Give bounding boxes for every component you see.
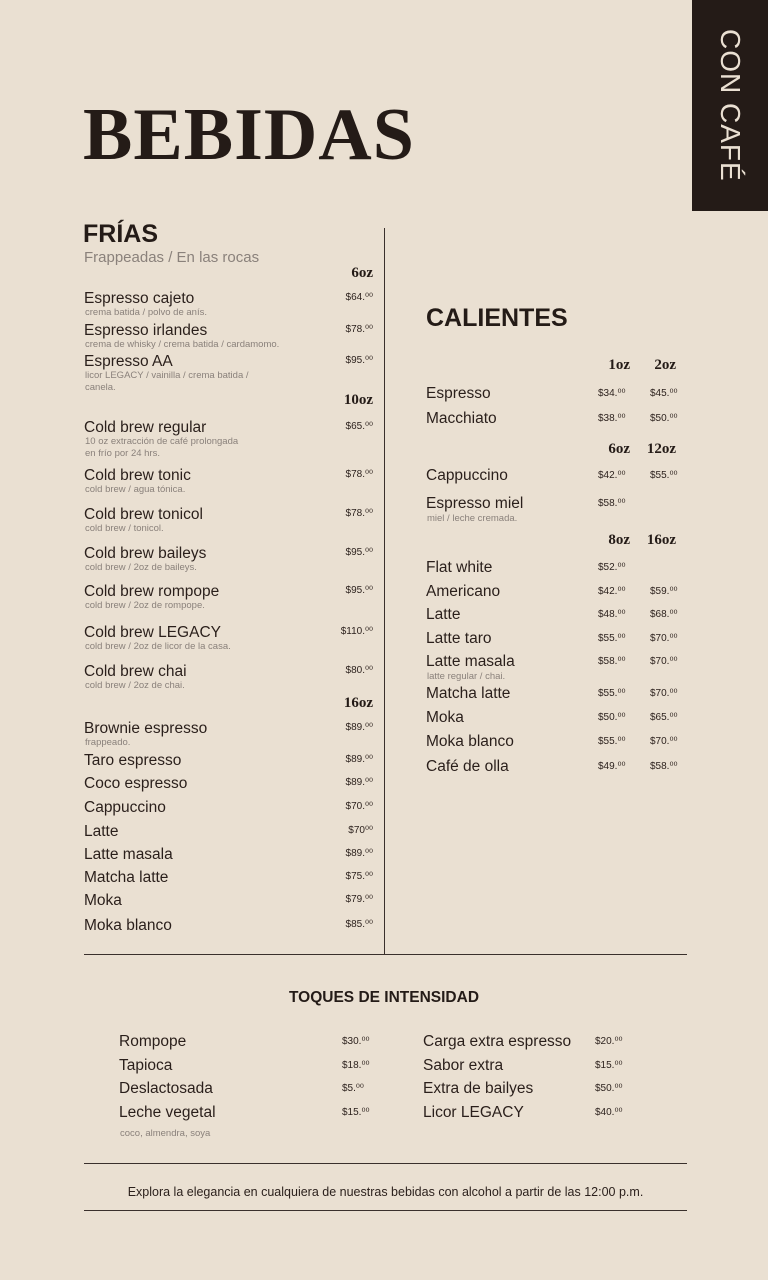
addon-price: $15.⁰⁰ [342,1107,370,1118]
divider-footer-top [84,1163,687,1164]
menu-item-desc: en frío por 24 hrs. [85,448,160,459]
menu-item-name: Cold brew chai [84,663,187,680]
menu-item-desc: 10 oz extracción de café prolongada [85,436,239,447]
menu-item-name: Coco espresso [84,775,188,792]
menu-item-name: Espresso AA [84,353,173,370]
page-title: BEBIDAS [83,94,415,176]
menu-item-name: Cold brew tonicol [84,506,203,523]
size-label: 6oz [351,265,373,281]
menu-item-price: $50.⁰⁰ [598,712,626,723]
menu-item-price: $78.⁰⁰ [345,469,373,480]
menu-item-price: $45.⁰⁰ [650,388,678,399]
menu-item-price: $42.⁰⁰ [598,470,626,481]
frias-heading: FRÍAS [83,220,158,248]
menu-item-name: Espresso miel [426,495,524,512]
menu-item-price: $70.⁰⁰ [650,633,678,644]
menu-item-desc: cold brew / 2oz de rompope. [85,600,205,611]
menu-item-price: $64.⁰⁰ [345,292,373,303]
menu-item-name: Cappuccino [426,467,508,484]
menu-item-price: $70.⁰⁰ [650,656,678,667]
size-label: 16oz [343,695,373,711]
menu-item-price: $80.⁰⁰ [345,665,373,676]
size-label: 12oz [646,441,676,457]
column-divider [384,228,385,954]
addon-price: $40.⁰⁰ [595,1107,623,1118]
menu-item-desc: cold brew / 2oz de licor de la casa. [85,641,231,652]
footer-note: Explora la elegancia en cualquiera de nuestras bebidas con alcohol a partir de las 12:00 p.m. [127,1185,644,1199]
menu-item-name: Espresso cajeto [84,290,195,307]
menu-item-price: $49.⁰⁰ [598,761,626,772]
addon-name: Tapioca [119,1057,173,1074]
menu-item-price: $78.⁰⁰ [345,324,373,335]
size-label: 6oz [608,441,630,457]
menu-item-name: Cold brew tonic [84,467,191,484]
addon-price: $18.⁰⁰ [342,1060,370,1071]
menu-item-name: Moka blanco [426,733,514,750]
menu-item-price: $42.⁰⁰ [598,586,626,597]
menu-item-price: $89.⁰⁰ [345,722,373,733]
menu-item-name: Matcha latte [426,685,511,702]
menu-item-price: $79.⁰⁰ [345,894,373,905]
menu-item-price: $70⁰⁰ [348,825,373,836]
menu-item-name: Espresso irlandes [84,322,208,339]
menu-item-name: Latte masala [84,846,173,863]
addon-price: $5.⁰⁰ [342,1083,364,1094]
addon-price: $30.⁰⁰ [342,1036,370,1047]
menu-item-price: $38.⁰⁰ [598,413,626,424]
menu-item-price: $52.⁰⁰ [598,562,626,573]
menu-item-price: $89.⁰⁰ [345,777,373,788]
tab-label: CON CAFÉ [715,29,746,182]
menu-item-price: $58.⁰⁰ [650,761,678,772]
menu-item-price: $85.⁰⁰ [345,919,373,930]
addon-price: $20.⁰⁰ [595,1036,623,1047]
addon-price: $50.⁰⁰ [595,1083,623,1094]
menu-item-name: Latte [426,606,461,623]
menu-item-desc: latte regular / chai. [427,671,506,682]
addon-name: Sabor extra [423,1057,504,1074]
menu-item-name: Café de olla [426,758,509,775]
menu-item-price: $95.⁰⁰ [345,355,373,366]
menu-item-price: $59.⁰⁰ [650,586,678,597]
menu-item-name: Cold brew LEGACY [84,624,221,641]
menu-item-desc: licor LEGACY / vainilla / crema batida / [85,370,249,381]
menu-item-price: $48.⁰⁰ [598,609,626,620]
menu-item-name: Macchiato [426,410,497,427]
menu-item-name: Brownie espresso [84,720,208,737]
toques-heading: TOQUES DE INTENSIDAD [288,989,480,1006]
menu-item-name: Latte [84,823,119,840]
menu-item-price: $89.⁰⁰ [345,848,373,859]
menu-item-price: $55.⁰⁰ [598,736,626,747]
menu-item-price: $89.⁰⁰ [345,754,373,765]
menu-item-desc: canela. [85,382,116,393]
menu-item-price: $34.⁰⁰ [598,388,626,399]
menu-item-name: Moka [426,709,464,726]
menu-item-name: Latte taro [426,630,492,647]
addon-name: Extra de bailyes [423,1080,534,1097]
addon-desc: coco, almendra, soya [120,1128,211,1139]
menu-item-name: Americano [426,583,501,600]
menu-item-desc: crema de whisky / crema batida / cardamomo. [85,339,280,350]
menu-item-desc: miel / leche cremada. [427,513,518,524]
menu-item-name: Cold brew baileys [84,545,207,562]
menu-item-price: $95.⁰⁰ [345,585,373,596]
addon-name: Rompope [119,1033,187,1050]
menu-item-price: $58.⁰⁰ [598,498,626,509]
frias-subheading: Frappeadas / En las rocas [84,249,260,266]
menu-item-desc: cold brew / 2oz de baileys. [85,562,197,573]
menu-item-name: Flat white [426,559,493,576]
menu-item-name: Moka blanco [84,917,172,934]
divider-top [84,954,687,955]
menu-item-price: $65.⁰⁰ [650,712,678,723]
divider-footer-bottom [84,1210,687,1211]
menu-item-price: $75.⁰⁰ [345,871,373,882]
menu-item-price: $70.⁰⁰ [650,736,678,747]
menu-item-desc: cold brew / 2oz de chai. [85,680,185,691]
menu-item-name: Matcha latte [84,869,169,886]
menu-item-price: $78.⁰⁰ [345,508,373,519]
menu-item-desc: frappeado. [85,737,131,748]
menu-item-price: $55.⁰⁰ [598,633,626,644]
menu-item-desc: cold brew / tonicol. [85,523,164,534]
con-cafe-tab [692,0,768,211]
menu-item-price: $68.⁰⁰ [650,609,678,620]
menu-item-price: $70.⁰⁰ [650,688,678,699]
menu-item-desc: crema batida / polvo de anís. [85,307,207,318]
menu-item-price: $65.⁰⁰ [345,421,373,432]
size-label: 10oz [343,392,373,408]
menu-item-name: Cold brew rompope [84,583,220,600]
addon-name: Deslactosada [119,1080,213,1097]
menu-item-price: $55.⁰⁰ [598,688,626,699]
menu-item-name: Taro espresso [84,752,182,769]
size-label: 16oz [646,532,676,548]
menu-item-price: $58.⁰⁰ [598,656,626,667]
menu-item-price: $50.⁰⁰ [650,413,678,424]
addon-name: Leche vegetal [119,1104,216,1121]
menu-item-name: Cappuccino [84,799,166,816]
menu-item-price: $70.⁰⁰ [345,801,373,812]
size-label: 8oz [608,532,630,548]
calientes-heading: CALIENTES [426,304,568,332]
size-label: 1oz [608,357,630,373]
addon-name: Licor LEGACY [423,1104,524,1121]
menu-item-desc: cold brew / agua tónica. [85,484,186,495]
menu-item-name: Cold brew regular [84,419,207,436]
menu-item-price: $110.⁰⁰ [340,626,373,637]
menu-item-price: $95.⁰⁰ [345,547,373,558]
menu-item-name: Espresso [426,385,491,402]
menu-item-name: Latte masala [426,653,515,670]
addon-name: Carga extra espresso [423,1033,572,1050]
size-label: 2oz [654,357,676,373]
menu-item-name: Moka [84,892,122,909]
menu-item-price: $55.⁰⁰ [650,470,678,481]
addon-price: $15.⁰⁰ [595,1060,623,1071]
